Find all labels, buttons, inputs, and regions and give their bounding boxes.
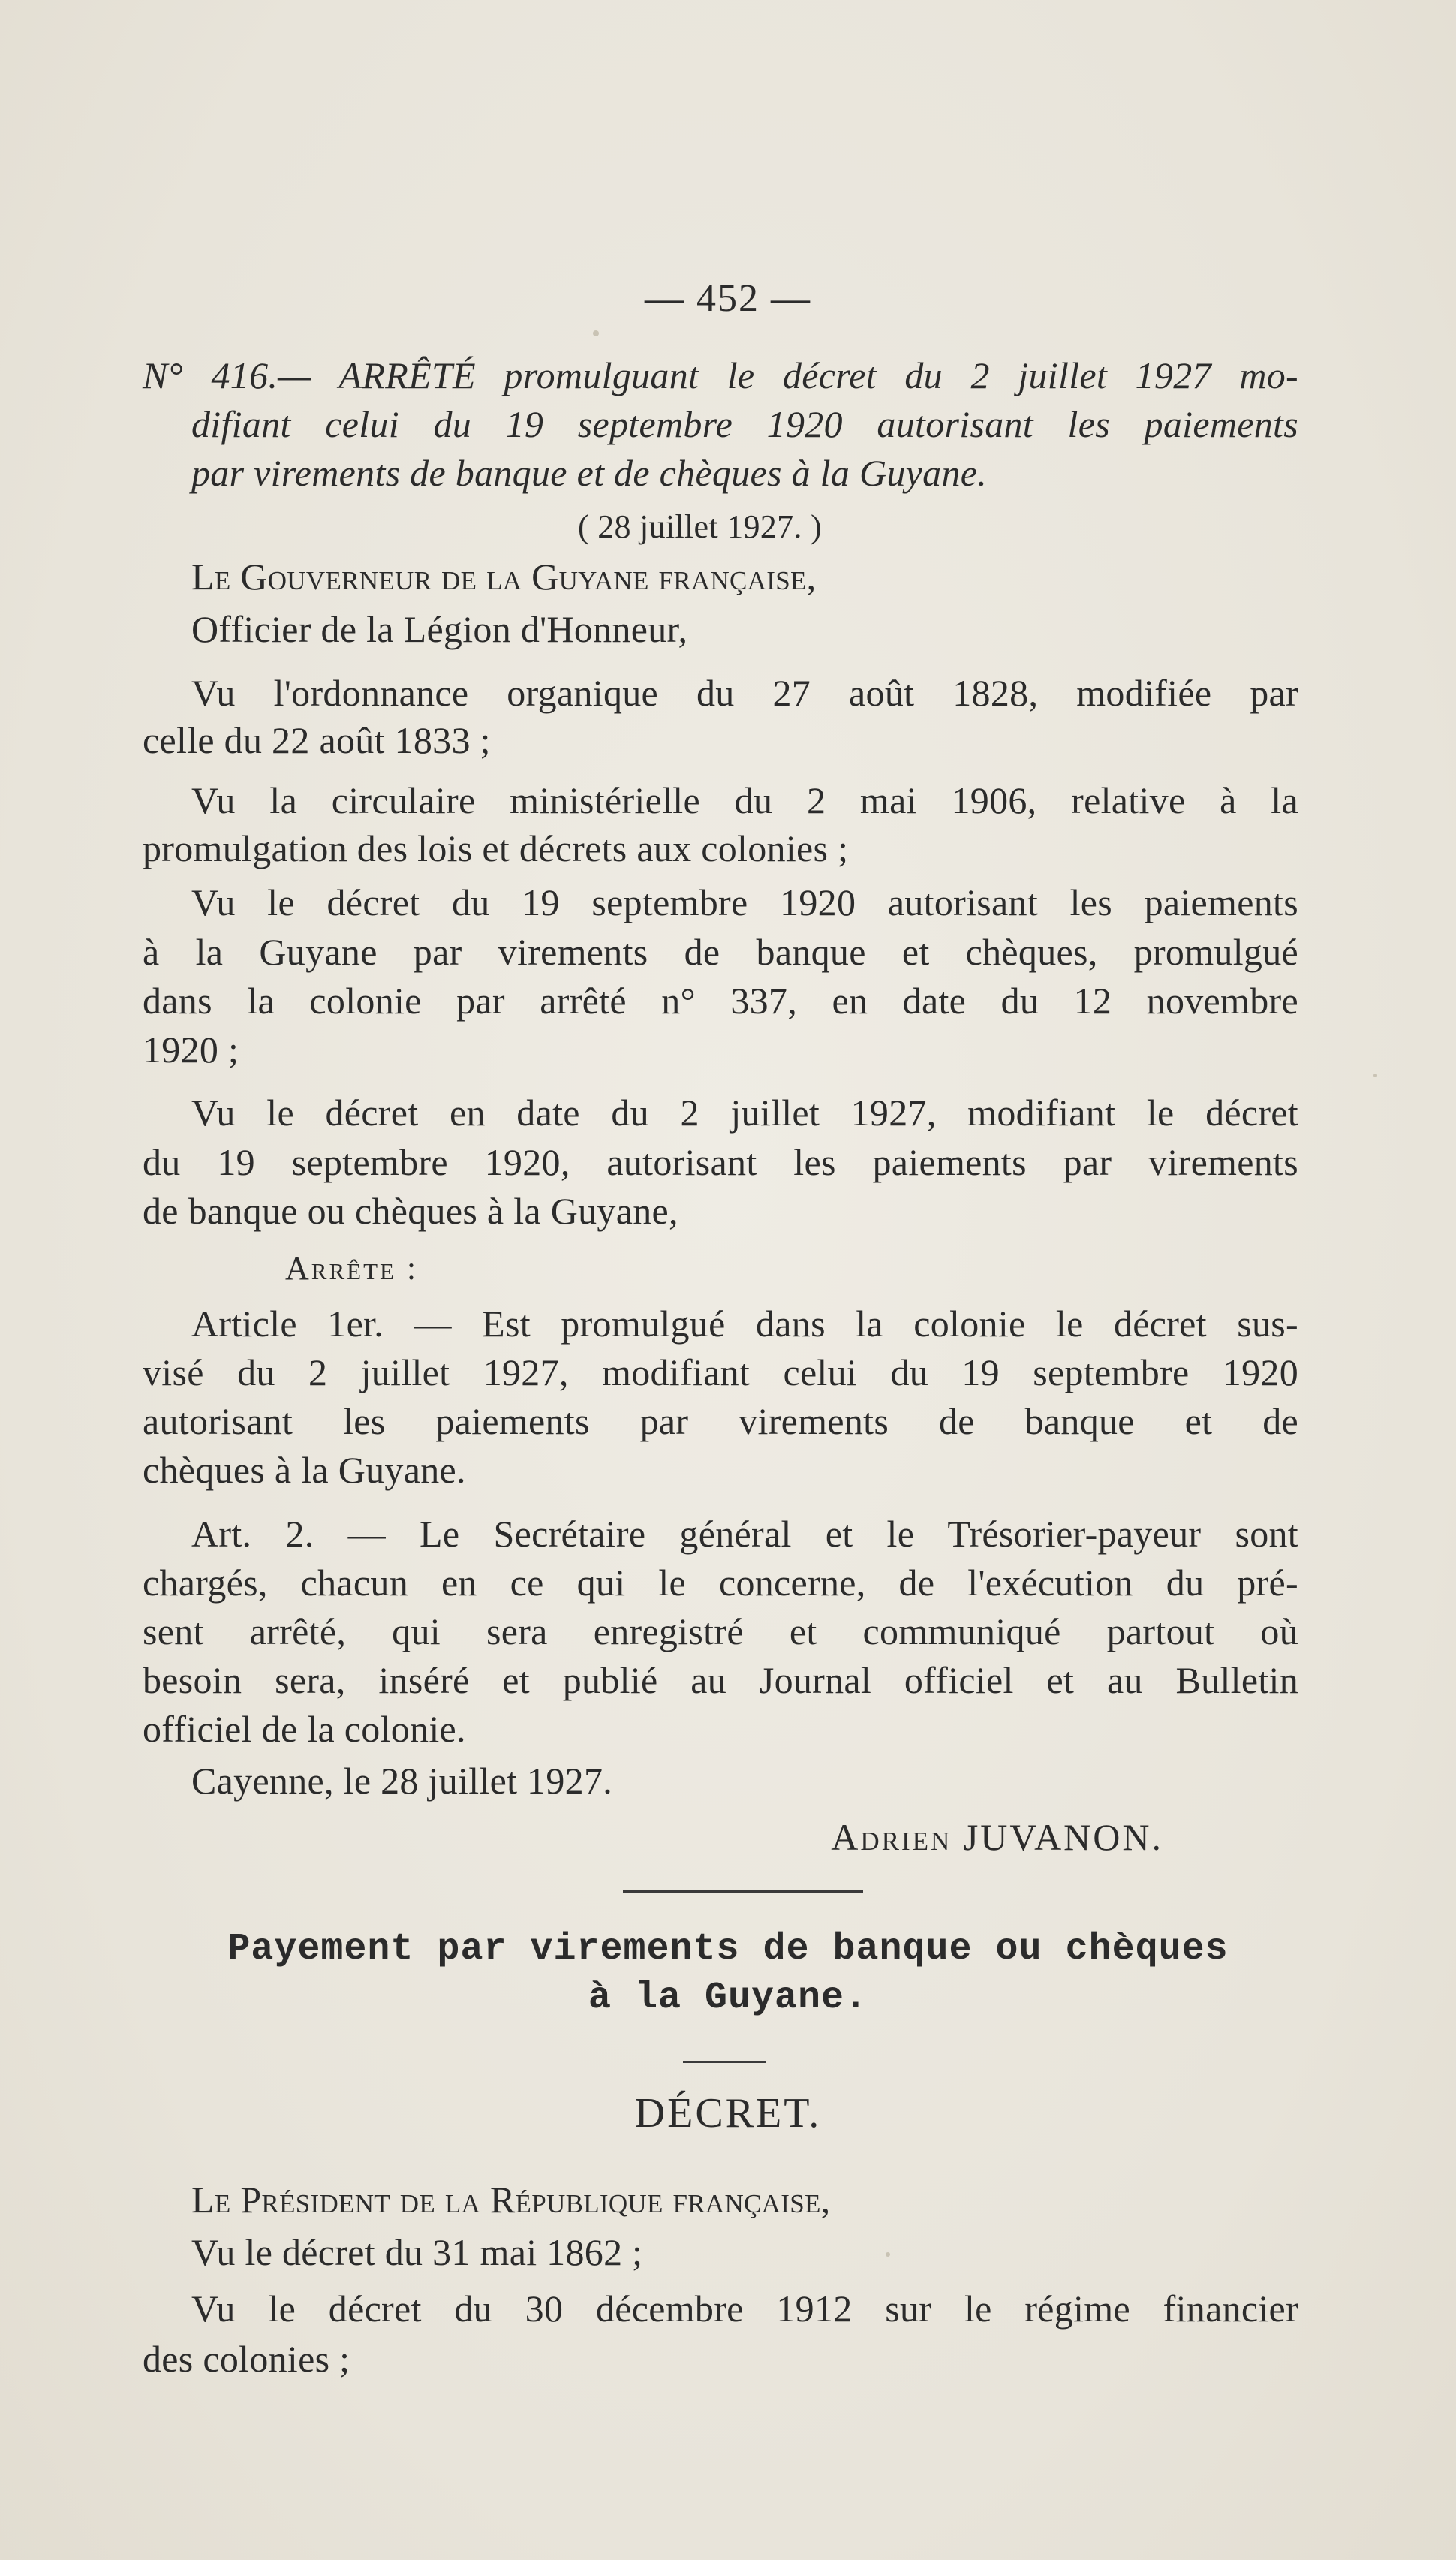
vu-line: promulgation des lois et décrets aux colonies ;: [143, 827, 849, 869]
signature: Adrien JUVANON.: [831, 1816, 1163, 1858]
vu-line: Vu la circulaire ministérielle du 2 mai 1906, relative à la: [191, 779, 1298, 821]
vu-line: celle du 22 août 1833 ;: [143, 719, 491, 761]
vu-line: à la Guyane par virements de banque et chèques, promulgué: [143, 931, 1298, 973]
article-line: Art. 2. — Le Secrétaire général et le Trésorier-payeur sont: [191, 1513, 1298, 1555]
arrete-title-line: N° 416.— ARRÊTÉ promulguant le décret du 2 juillet 1927 mo-: [143, 354, 1298, 396]
article-line: chèques à la Guyane.: [143, 1449, 466, 1491]
vu-line: Vu le décret en date du 2 juillet 1927, modifiant le décret: [191, 1092, 1298, 1134]
vu-line: du 19 septembre 1920, autorisant les paiements par virements: [143, 1141, 1298, 1183]
arrete-title-line: par virements de banque et de chèques à la Guyane.: [191, 452, 988, 494]
president-line: Le Président de la République française,: [191, 2179, 831, 2221]
arrete-date: ( 28 juillet 1927. ): [578, 508, 822, 545]
issuer-line: Le Gouverneur de la Guyane française,: [191, 556, 817, 598]
article-line: Article 1er. — Est promulgué dans la colonie le décret sus-: [191, 1303, 1298, 1345]
title-divider: [683, 2061, 766, 2063]
issuer-line: Officier de la Légion d'Honneur,: [191, 608, 688, 650]
section-title: Payement par virements de banque ou chèques: [227, 1928, 1229, 1971]
arrete-title-line: difiant celui du 19 septembre 1920 autorisant les paiements: [191, 403, 1298, 445]
paper-speck: [593, 330, 599, 336]
vu-line: dans la colonie par arrêté n° 337, en date du 12 novembre: [143, 980, 1298, 1022]
decret-line: Vu le décret du 30 décembre 1912 sur le régime financier: [191, 2287, 1298, 2330]
vu-line: Vu l'ordonnance organique du 27 août 1828, modifiée par: [191, 672, 1298, 714]
vu-line: Vu le décret du 19 septembre 1920 autorisant les paiements: [191, 881, 1298, 923]
decret-title: DÉCRET.: [634, 2090, 822, 2137]
section-title: à la Guyane.: [588, 1977, 868, 2019]
vu-line: 1920 ;: [143, 1029, 239, 1071]
decret-line: [191, 2177, 830, 2222]
arrete-label: Arrête :: [285, 1250, 419, 1287]
decret-line: Vu le décret du 31 mai 1862 ;: [191, 2231, 643, 2273]
paper-speck: [886, 2252, 890, 2257]
section-divider: [623, 1890, 863, 1893]
article-line: autorisant les paiements par virements de banque et de: [143, 1400, 1298, 1442]
place-date: Cayenne, le 28 juillet 1927.: [191, 1760, 613, 1802]
article-line: visé du 2 juillet 1927, modifiant celui du 19 septembre 1920: [143, 1351, 1298, 1393]
article-line: officiel de la colonie.: [143, 1708, 466, 1750]
page-number: — 452 —: [645, 277, 811, 320]
article-line: besoin sera, inséré et publié au Journal officiel et au Bulletin: [143, 1659, 1298, 1701]
article-line: chargés, chacun en ce qui le concerne, de l'exécution du pré-: [143, 1562, 1298, 1604]
paper-speck: [1373, 1074, 1377, 1077]
decret-line: des colonies ;: [143, 2338, 350, 2380]
vu-line: de banque ou chèques à la Guyane,: [143, 1190, 678, 1232]
article-line: sent arrêté, qui sera enregistré et communiqué partout où: [143, 1610, 1298, 1652]
